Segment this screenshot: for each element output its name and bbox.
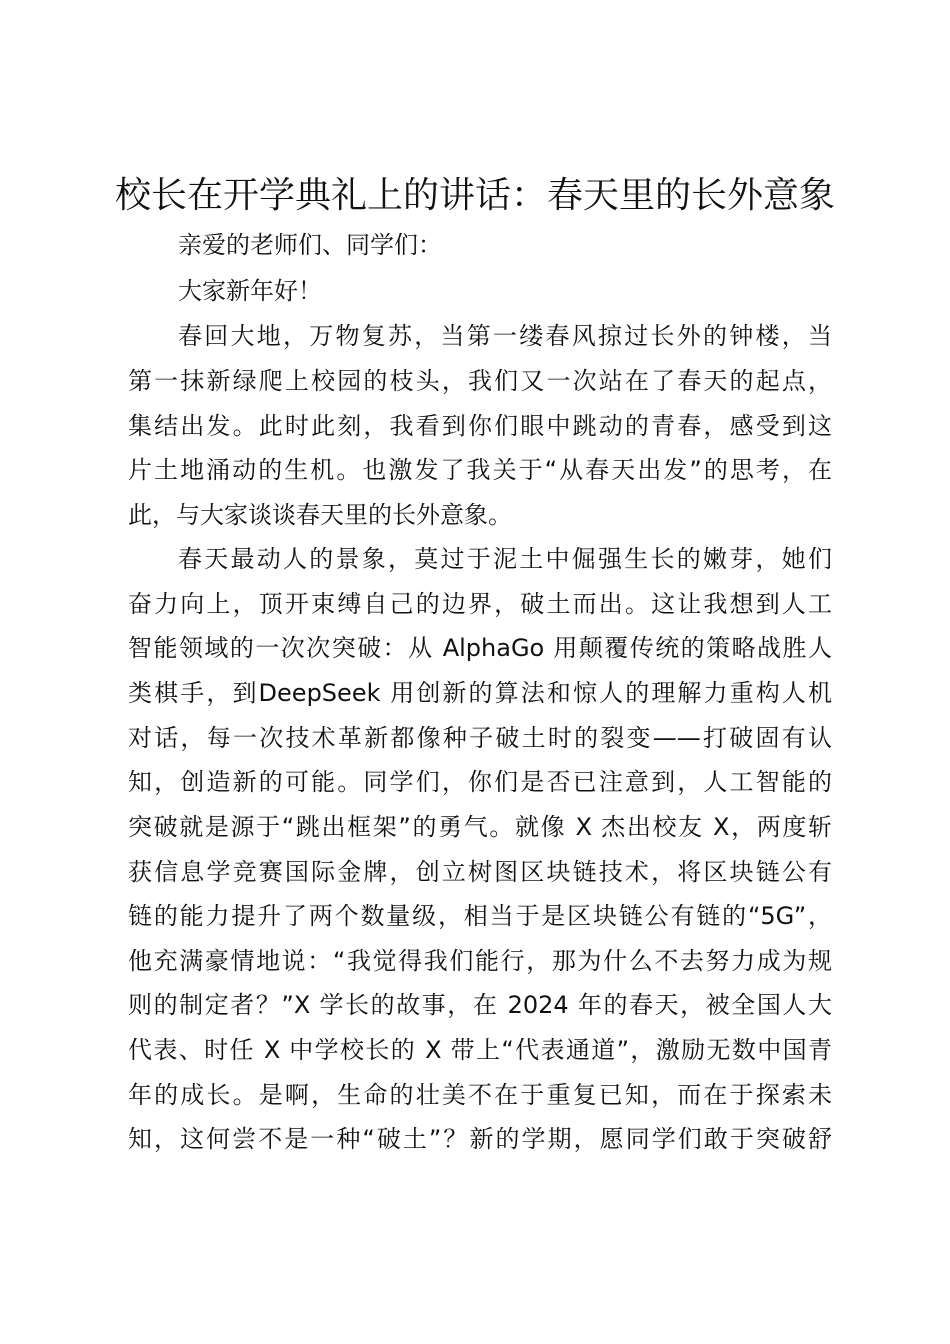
paragraph-line: 奋力向上，顶开束缚自己的边界，破土而出。这让我想到人工: [128, 590, 832, 618]
paragraph-line: 第一抹新绿爬上校园的枝头，我们又一次站在了春天的起点，: [128, 367, 832, 395]
paragraph-line: 获信息学竞赛国际金牌，创立树图区块链技术，将区块链公有: [128, 858, 832, 886]
paragraph-line: 春天最动人的景象，莫过于泥土中倔强生长的嫩芽，她们: [178, 545, 832, 573]
paragraph-line: 类棋手，到DeepSeek 用创新的算法和惊人的理解力重构人机: [128, 679, 832, 707]
paragraph-line: 突破就是源于“跳出框架”的勇气。就像 X 杰出校友 X，两度斩: [128, 813, 832, 841]
paragraph-line: 春回大地，万物复苏，当第一缕春风掠过长外的钟楼，当: [178, 322, 832, 350]
paragraph-line: 集结出发。此时此刻，我看到你们眼中跳动的青春，感受到这: [128, 412, 832, 440]
paragraph-line: 他充满豪情地说：“我觉得我们能行，那为什么不去努力成为规: [128, 947, 832, 975]
paragraph-line: 此，与大家谈谈春天里的长外意象。: [128, 501, 512, 529]
greeting-line: 大家新年好！: [178, 277, 322, 305]
paragraph-line: 链的能力提升了两个数量级，相当于是区块链公有链的“5G”，: [128, 902, 832, 930]
paragraph-line: 代表、时任 X 中学校长的 X 带上“代表通道”，激励无数中国青: [128, 1036, 832, 1064]
paragraph-line: 知，创造新的可能。同学们，你们是否已注意到，人工智能的: [128, 768, 832, 796]
paragraph-line: 年的成长。是啊，生命的壮美不在于重复已知，而在于探索未: [128, 1081, 832, 1109]
paragraph-line: 对话，每一次技术革新都像种子破土时的裂变——打破固有认: [128, 724, 832, 752]
paragraph-line: 智能领域的一次次突破：从 AlphaGo 用颠覆传统的策略战胜人: [128, 634, 832, 662]
paragraph-line: 知，这何尝不是一种“破土”？新的学期，愿同学们敢于突破舒: [128, 1125, 832, 1153]
paragraph-line: 则的制定者？”X 学长的故事，在 2024 年的春天，被全国人大: [128, 991, 832, 1019]
paragraph-line: 片土地涌动的生机。也激发了我关于“从春天出发”的思考，在: [128, 456, 832, 484]
document-title: 校长在开学典礼上的讲话：春天里的长外意象: [114, 175, 835, 216]
salutation-line: 亲爱的老师们、同学们：: [178, 231, 442, 259]
